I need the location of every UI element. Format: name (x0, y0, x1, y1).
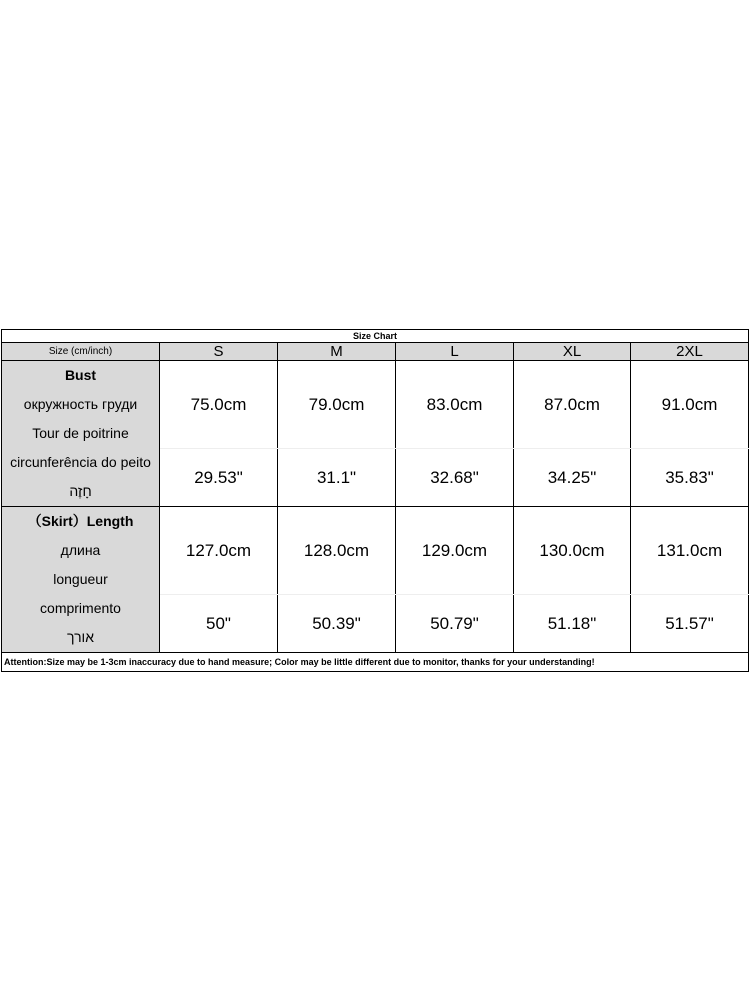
bust-label-ru: окружность груди (23, 396, 138, 412)
length-label-he: אורך (67, 629, 94, 645)
bust-inch-l: 32.68" (396, 449, 514, 507)
bust-label-en: Bust (64, 367, 97, 383)
attention-note: Attention:Size may be 1-3cm inaccuracy due to hand measure; Color may be little different due to monitor, thanks for your understanding! (2, 653, 749, 672)
size-chart-table (1, 329, 749, 672)
size-header-xl: XL (514, 343, 631, 361)
size-unit-label: Size (cm/inch) (2, 343, 160, 361)
length-inch-m: 50.39" (278, 595, 396, 653)
size-header-s: S (160, 343, 278, 361)
length-inch-l: 50.79" (396, 595, 514, 653)
chart-title: Size Chart (2, 330, 749, 343)
bust-label-he: חָזֶה (69, 483, 92, 499)
length-cm-l: 129.0cm (396, 507, 514, 595)
bust-cm-2xl: 91.0cm (631, 361, 749, 449)
length-cm-2xl: 131.0cm (631, 507, 749, 595)
bust-cm-l: 83.0cm (396, 361, 514, 449)
bust-cm-xl: 87.0cm (514, 361, 631, 449)
bust-label-fr: Tour de poitrine (32, 425, 129, 441)
bust-cm-m: 79.0cm (278, 361, 396, 449)
length-label-cell (2, 507, 160, 653)
bust-inch-xl: 34.25" (514, 449, 631, 507)
bust-inch-s: 29.53" (160, 449, 278, 507)
size-header-2xl: 2XL (631, 343, 749, 361)
length-cm-m: 128.0cm (278, 507, 396, 595)
size-header-l: L (396, 343, 514, 361)
length-label-pt: comprimento (40, 600, 121, 616)
size-header-m: M (278, 343, 396, 361)
bust-label-pt: circunferência do peito (10, 454, 151, 470)
size-header-row (2, 343, 749, 361)
bust-inch-2xl: 35.83" (631, 449, 749, 507)
bust-inch-m: 31.1" (278, 449, 396, 507)
length-label-fr: longueur (53, 571, 108, 587)
length-inch-xl: 51.18" (514, 595, 631, 653)
bust-label-cell (2, 361, 160, 507)
length-cm-s: 127.0cm (160, 507, 278, 595)
length-label-ru: длина (60, 542, 101, 558)
length-cm-xl: 130.0cm (514, 507, 631, 595)
length-inch-2xl: 51.57" (631, 595, 749, 653)
length-label-en: （Skirt）Length (27, 513, 134, 529)
bust-cm-s: 75.0cm (160, 361, 278, 449)
length-inch-s: 50" (160, 595, 278, 653)
bust-cm-row (2, 361, 749, 449)
length-cm-row (2, 507, 749, 595)
